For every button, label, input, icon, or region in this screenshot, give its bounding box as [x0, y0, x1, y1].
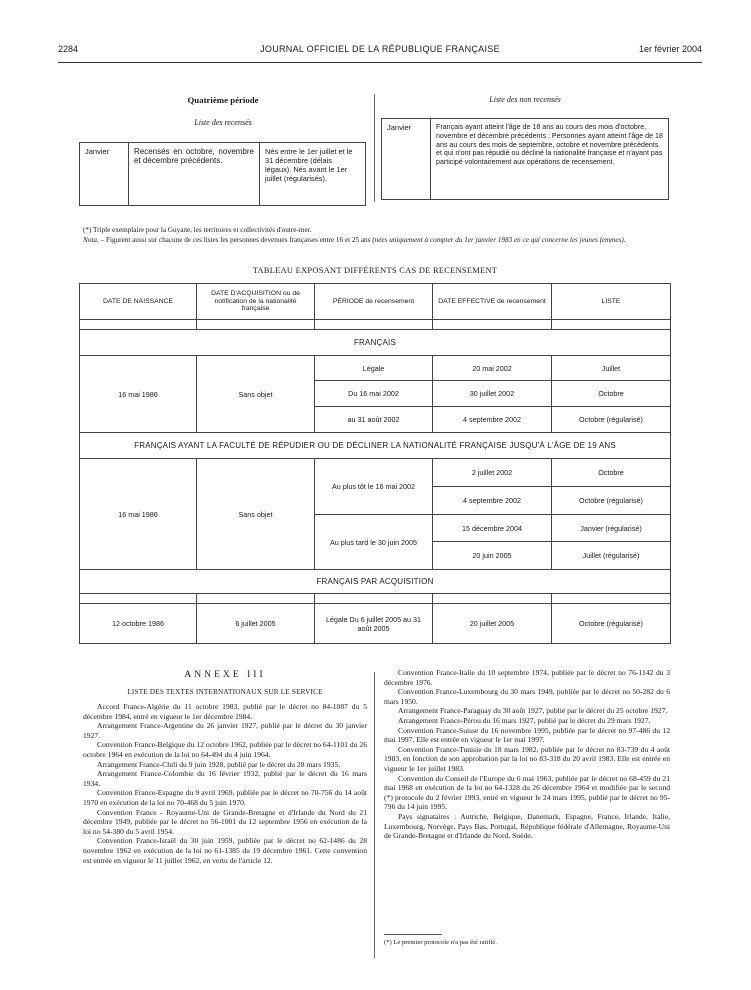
- header-liste: LISTE: [552, 284, 671, 320]
- cell-effective: 15 décembre 2004: [433, 515, 552, 542]
- issue-date: 1er février 2004: [638, 44, 702, 54]
- nota-text: – Figurent aussi sur chacune de ces listes les personnes devenues françaises entre 16 et 25 ans: [98, 236, 373, 244]
- notes: [83, 225, 673, 245]
- cell-effective: 30 juillet 2002: [433, 381, 552, 407]
- cell-naissance: 16 mai 1986: [80, 356, 197, 433]
- table-title: TABLEAU EXPOSANT DIFFÉRENTS CAS DE RECENSEMENT: [252, 266, 498, 275]
- page-header: [58, 44, 702, 58]
- treaty-paragraph: Arrangement France-Pérou du 16 mars 1927, publié par le décret du 29 mars 1927.: [398, 715, 651, 725]
- section-row: [80, 433, 671, 459]
- cell-effective: 4 septembre 2002: [433, 407, 552, 433]
- cell-periode: Au plus tôt le 16 mai 2002: [315, 459, 433, 515]
- cell-effective: 20 juillet 2005: [433, 604, 552, 644]
- cell-liste: Octobre (régularisé): [552, 604, 671, 644]
- annexe-title: ANNEXE III: [184, 669, 266, 680]
- nota-note: [83, 235, 673, 245]
- cell-effective: 20 juin 2005: [433, 542, 552, 570]
- cell-periode: Au plus tard le 30 juin 2005: [315, 515, 433, 570]
- treaty-paragraph: Arrangement France-Argentine du 26 janvier 1927, publié par le décret du 30 janvier 1927.: [83, 721, 367, 740]
- treaty-paragraph: Convention du Conseil de l'Europe du 6 mai 1963, publiée par le décret no 68-459 du 21 mai 1968 en exécution de la loi no 64-1328 du 26 décembre 1964 et modifiée par le second (*) protocole du 2 février 1993, entré en vigueur le 24 mars 1995, publié par le décret no 95-796 du 14 juin 1995.: [384, 773, 670, 812]
- cell-periode: Légale: [315, 356, 433, 381]
- cell-periode: au 31 août 2002: [315, 407, 433, 433]
- section-row: [80, 570, 671, 594]
- cell-liste: Octobre (régularisé): [552, 407, 671, 433]
- cell-periode: Légale Du 6 juillet 2005 au 31 août 2005: [315, 604, 433, 644]
- treaty-paragraph: Convention France-Italie du 10 septembre 1974, publiée par le décret no 76-1142 du 3 décembre 1976.: [384, 668, 670, 687]
- footnote: (*) Le premier protocole n'a pas été ratifié.: [384, 939, 497, 946]
- treaty-paragraph: Convention France-Luxembourg du 30 mars 1949, publiée par le décret no 50-282 du 6 mars 1950.: [384, 687, 670, 706]
- treaty-paragraph: Arrangement France-Chili du 9 juin 1928, publié par le décret du 28 mars 1935.: [97, 759, 341, 769]
- cell-acquisition: Sans objet: [197, 459, 315, 570]
- table-row: [80, 604, 671, 644]
- treaty-paragraph: Convention France-Tunisie du 18 mars 1982, publiée par le décret no 83-739 du 4 août 1983, en fonction de son approbation par la loi no 83-318 du 20 avril 1983. Elle est entrée en vigueur le 1er juillet 1983.: [384, 744, 670, 773]
- cell-liste: Octobre (régularisé): [552, 487, 671, 515]
- cell-liste: Janvier (régularisé): [552, 515, 671, 542]
- left-list-caption: Liste des recensés: [194, 118, 252, 127]
- header-periode: PÉRIODE de recensement: [315, 284, 433, 320]
- cell-effective: 20 mai 2002: [433, 356, 552, 381]
- period-title: Quatrième période: [187, 95, 259, 105]
- who-cell: Recensés en octobre, novembre et décembre précédents.: [129, 143, 260, 206]
- table-row: [80, 356, 671, 381]
- cell-naissance: 16 mai 1986: [80, 459, 197, 570]
- cell-liste: Juillet: [552, 356, 671, 381]
- criteria-cell: Nés entre le 1er juillet et le 31 décembre (délais légaux). Nés avant le 1er juillet (régularisés).: [260, 143, 366, 206]
- asterisk-note: (*) Triple exemplaire pour la Guyane, les territoires et collectivités d'outre-mer.: [83, 226, 312, 234]
- census-cases-table: [79, 283, 671, 644]
- annexe-left-column: [83, 702, 367, 865]
- annexe-subtitle: LISTE DES TEXTES INTERNATIONAUX SUR LE SERVICE: [127, 688, 323, 696]
- column-divider: [374, 672, 375, 958]
- spacer-row: [80, 594, 671, 604]
- treaty-paragraph: Arrangement France-Colombie du 16 février 1932, publié par le décret du 16 mars 1934.: [83, 769, 367, 788]
- cell-liste: Juillet (régularisé): [552, 542, 671, 570]
- nota-label: Nota.: [83, 236, 99, 244]
- annexe-right-column: [384, 668, 670, 841]
- header-effective: DATE EFFECTIVE de recensement: [433, 284, 552, 320]
- cell-periode: Du 16 mai 2002: [315, 381, 433, 407]
- section-francais: FRANÇAIS: [80, 330, 671, 356]
- section-row: [80, 330, 671, 356]
- header-acquisition: DATE D'ACQUISITION ou de notification de la nationalité française: [197, 284, 315, 320]
- treaty-paragraph: Convention France-Belgique du 12 octobre 1962, publiée par le décret no 64-1101 du 26 octobre 1964 en exécution de la loi no 64-494 du 4 juin 1964.: [83, 740, 367, 759]
- cell-acquisition: Sans objet: [197, 356, 315, 433]
- cell-liste: Octobre: [552, 381, 671, 407]
- header-naissance: DATE DE NAISSANCE: [80, 284, 197, 320]
- cell-naissance: 12 octobre 1986: [80, 604, 197, 644]
- month-cell: Janvier: [382, 119, 431, 200]
- spacer-row: [80, 320, 671, 330]
- column-divider: [374, 94, 375, 202]
- cell-effective: 4 septembre 2002: [433, 487, 552, 515]
- cell-liste: Octobre: [552, 459, 671, 487]
- header-rule: [58, 62, 702, 63]
- section-acquisition: FRANÇAIS PAR ACQUISITION: [80, 570, 671, 594]
- non-census-list-table: [381, 118, 669, 200]
- treaty-paragraph: Convention France-Israël du 30 juin 1959, publiée par le décret no 62-1486 du 28 novembre 1962 en exécution de la loi no 61-1385 du 19 décembre 1961. Cette convention est entrée en vigueur le 11 juillet 1962, en vertu de l'article 12.: [83, 836, 367, 865]
- right-list-caption: Liste des non recensés: [489, 95, 561, 104]
- treaty-paragraph: Convention France-Espagne du 9 avril 1969, publiée par le décret no 70-756 du 14 août 1970 en exécution de la loi no 70-468 du 5 juin 1970.: [83, 788, 367, 807]
- who-cell: Français ayant atteint l'âge de 18 ans au cours des mois d'octobre, novembre et décembre précédents ; Personnes ayant atteint l'âge de 18 ans au cours des mois de septembre, octobre et novembre précédents et qui n'ont pas répudié ou décliné la nationalité française et n'ayant pas participé volontairement aux opérations de recensement.: [431, 119, 669, 200]
- month-cell: Janvier: [80, 143, 129, 206]
- table-row: [382, 119, 669, 200]
- section-repudier: FRANÇAIS AYANT LA FACULTÉ DE RÉPUDIER OU DE DÉCLINER LA NATIONALITÉ FRANÇAISE JUSQU'À L'ÂGE DE 19 ANS: [80, 433, 671, 459]
- treaty-paragraph: Accord France-Algérie du 11 octobre 1983, publié par le décret no 84-1087 du 5 décembre 1984, entré en vigueur le 1er décembre 1984.: [83, 702, 367, 721]
- cell-acquisition: 6 juillet 2005: [197, 604, 315, 644]
- footnote-rule: [384, 934, 442, 935]
- treaty-paragraph: Pays signataires : Autriche, Belgique, Danemark, Espagne, France, Irlande, Italie, Luxembourg, Norvège, Pays Bas, Portugal, République fédérale d'Allemagne, Royaume-Uni de Grande-Bretagne et d'Irlande du Nord, Suède.: [384, 811, 670, 841]
- treaty-paragraph: Convention France-Suisse du 16 novembre 1995, publiée par le décret no 97-486 du 12 mai 1997. Elle est entrée en vigueur le 1er mai 1997.: [384, 725, 670, 745]
- treaty-paragraph: Convention France - Royaume-Uni de Grande-Bretagne et d'Irlande du Nord du 21 décembre 1949, publiée par le décret no 56-1001 du 12 septembre 1956 en exécution de la loi no 54-380 du 5 avril 1954.: [83, 807, 367, 836]
- page-number: 2284: [58, 44, 79, 54]
- table-row: [80, 459, 671, 487]
- journal-title: JOURNAL OFFICIEL DE LA RÉPUBLIQUE FRANÇAISE: [260, 44, 500, 54]
- header-row: [80, 284, 671, 320]
- census-list-table: [79, 142, 366, 206]
- nota-italic: (nées uniquement à compter du 1er janvier 1983 en ce qui concerne les jeunes femmes).: [372, 236, 626, 244]
- table-row: [80, 143, 366, 206]
- treaty-paragraph: Arrangement France-Paraguay du 30 août 1927, publié par le décret du 25 octobre 1927.: [398, 706, 668, 716]
- cell-effective: 2 juillet 2002: [433, 459, 552, 487]
